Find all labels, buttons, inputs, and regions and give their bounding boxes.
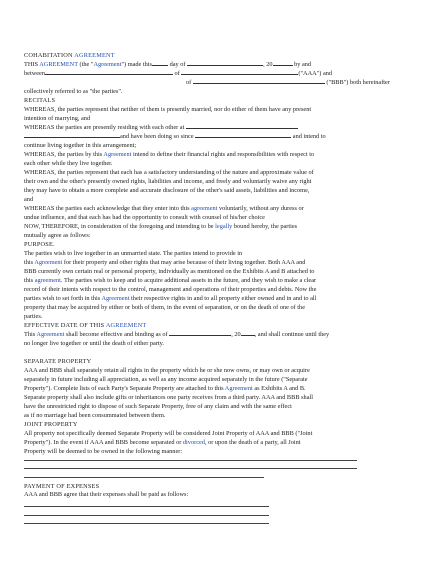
text-fragment: THIS [24,61,40,68]
keyword-text: Agreement [103,151,132,158]
keyword-text: Agreement [224,385,253,392]
purpose-line: The parties wish to live together in an unmarried state. The parties intend to provide in [24,250,243,257]
text-fragment: , or upon the death of a party, all Joint [204,439,301,446]
recitals-line: mutually agree as follows: [24,232,91,239]
text-fragment: as Exhibits A and B. [252,385,306,392]
text-fragment: of [172,70,182,77]
separate-property-line: have the unrestricted right to dispose of such Separate Property, free of any claim and with the same effect [24,403,292,410]
keyword-text: Agreement [93,61,122,68]
text-fragment: NOW, THEREFORE, in consideration of the foregoing and intending to be [24,223,216,230]
blank-line[interactable] [24,506,269,507]
recitals-line: and [24,196,34,203]
text-fragment: bound hereby, the parties [232,223,298,230]
blank-field[interactable] [195,132,291,138]
text-fragment: and intend to [291,133,326,140]
text-fragment: between [24,70,45,77]
purpose-line: record of their intents with respect to the control, management and operations of their properties and debts. Now the [24,286,317,293]
text-fragment: , 20 [263,61,273,68]
separate-property-line: as if no marriage had been consummated between them. [24,412,166,419]
blank-field[interactable] [169,330,231,336]
recitals-line [24,150,314,159]
separate-property-line: separately in future including all appreciation, as well as any income acquired separately in the future ("Separate [24,376,308,383]
blank-field[interactable] [186,123,298,129]
joint-property-line: All property not specifically deemed Separate Property will be considered Joint Property of AAA and BBB ("Joint [24,430,313,437]
blank-line[interactable] [24,523,269,524]
expenses-line: AAA and BBB agree that their expenses shall be paid as follows: [24,491,189,498]
keyword-text: agreement [34,277,61,284]
recitals-line: intention of marrying, and [24,115,91,122]
text-fragment: shall become effective and binding as of [64,331,170,338]
recitals-line: WHEREAS, the parties represent that neither of them is presently married, nor do either of them have any present [24,106,312,113]
blank-field[interactable] [45,69,173,75]
recitals-line: they may have to obtain a more complete and accurate disclosure of the other's said assets, liabilities and income, [24,187,310,194]
separate-property-line [24,384,306,393]
effective-date-line [24,330,329,339]
separate-property-line: Separate property shall also include gifts or inheritances one party receives from a third party. AAA and BBB shall [24,394,313,401]
purpose-line [24,258,305,267]
text-fragment: WHEREAS, the parties by this [24,151,104,158]
text-fragment: Property"). In the event if AAA and BBB become separated or [24,439,183,446]
recitals-line [24,204,304,213]
recitals-line [24,132,326,141]
blank-line[interactable] [24,515,269,516]
text-fragment: Property"). Complete lists of each Party's Separate Property are attached to this [24,385,225,392]
expenses-heading: PAYMENT OF EXPENSES [24,483,100,490]
blank-field[interactable] [181,69,298,75]
text-fragment: this [24,277,35,284]
purpose-line: property that may be acquired by either or both of them, in the event of separation, or on the death of one of the [24,304,305,311]
text-fragment: ") made this [121,61,153,68]
purpose-line: BBB currently own certain real or personal property, individually as mentioned on the Exhibits A and B attached to [24,268,315,275]
text-fragment: for their property and other rights that may arise because of their living together. Both AAA and [62,259,306,266]
text-fragment: WHEREAS the parties each acknowledge that they enter into this [24,205,192,212]
purpose-line [24,294,316,303]
keyword-text: Agreement [101,295,130,302]
keyword-text: Agreement [34,259,63,266]
blank-field[interactable] [152,60,168,66]
recitals-line [24,222,297,231]
document-title [24,51,115,60]
text-fragment: WHEREAS the parties are presently residing with each other at [24,124,186,131]
text-fragment: by and [292,61,312,68]
keyword-text: AGREEMENT [39,61,78,68]
blank-line[interactable] [24,477,264,478]
text-fragment: This [24,331,37,338]
joint-property-line: Property will be deemed to be owned in the following manner: [24,448,183,455]
text-fragment: . The parties wish to keep and to acquire additional assets in the future, and they wish to make a clear [60,277,317,284]
purpose-line [24,276,316,285]
separate-property-line: AAA and BBB shall separately retain all rights in the property which he or she now owns, or may own or acquire [24,367,310,374]
joint-property-heading: JOINT PROPERTY [24,421,78,428]
text-fragment: ("AAA") and [298,70,333,77]
text-fragment: (the " [77,61,94,68]
recitals-line: their own and the other's presently owned rights, liabilities and income, and freely and voluntarily waive any right [24,178,312,185]
keyword-text: agreement [191,205,218,212]
blank-field[interactable] [193,78,325,84]
title-keyword: AGREEMENT [74,52,115,59]
text-fragment: voluntarily, without any duress or [217,205,304,212]
purpose-heading: PURPOSE. [24,241,55,248]
text-fragment: parties wish to set forth in this [24,295,102,302]
purpose-line: parties. [24,313,43,320]
recitals-line: WHEREAS, the parties represent that each has a satisfactory understanding of the nature and approximate value of [24,169,314,176]
blank-line[interactable] [24,468,357,469]
intro-line-4: collectively referred to as "the parties". [24,88,123,95]
recitals-line: continue living together in this arrangement; [24,142,137,149]
keyword-text: Agreement [36,331,65,338]
text-fragment: EFFECTIVE DATE OF THIS [24,322,106,329]
blank-field[interactable] [24,132,120,138]
intro-line-2 [24,69,332,78]
blank-field[interactable] [273,60,293,66]
text-fragment: , 20 [231,331,241,338]
text-fragment: intend to define their financial rights and responsibilities with respect to [131,151,315,158]
separate-property-heading: SEPARATE PROPERTY [24,358,92,365]
blank-line[interactable] [24,460,357,461]
recitals-line: undue influence, and that each has had the opportunity to consult with counsel of his/her choice [24,214,265,221]
text-fragment: ("BBB") both hereinafter [324,79,390,86]
effective-date-heading [24,321,146,330]
text-fragment: and have been doing so since [120,133,196,140]
keyword-text: legally [215,223,233,230]
keyword-text: AGREEMENT [105,322,147,329]
effective-date-line: no longer live together or until the death of either party. [24,340,165,347]
title-text: COHABITATION [24,52,75,59]
keyword-text: divorced [182,439,205,446]
text-fragment: this [24,259,35,266]
blank-field[interactable] [241,330,255,336]
intro-line-1 [24,60,311,69]
blank-field[interactable] [187,60,263,66]
text-fragment: of [186,79,193,86]
intro-line-3 [186,78,390,87]
recitals-line [24,123,298,132]
joint-property-line [24,438,301,447]
recitals-line: each other while they live together. [24,160,113,167]
text-fragment: , and shall continue until they [254,331,330,338]
text-fragment: day of [168,61,188,68]
text-fragment: their respective rights in and to all property either owned and in and to all [129,295,317,302]
recitals-heading: RECITALS [24,97,56,104]
